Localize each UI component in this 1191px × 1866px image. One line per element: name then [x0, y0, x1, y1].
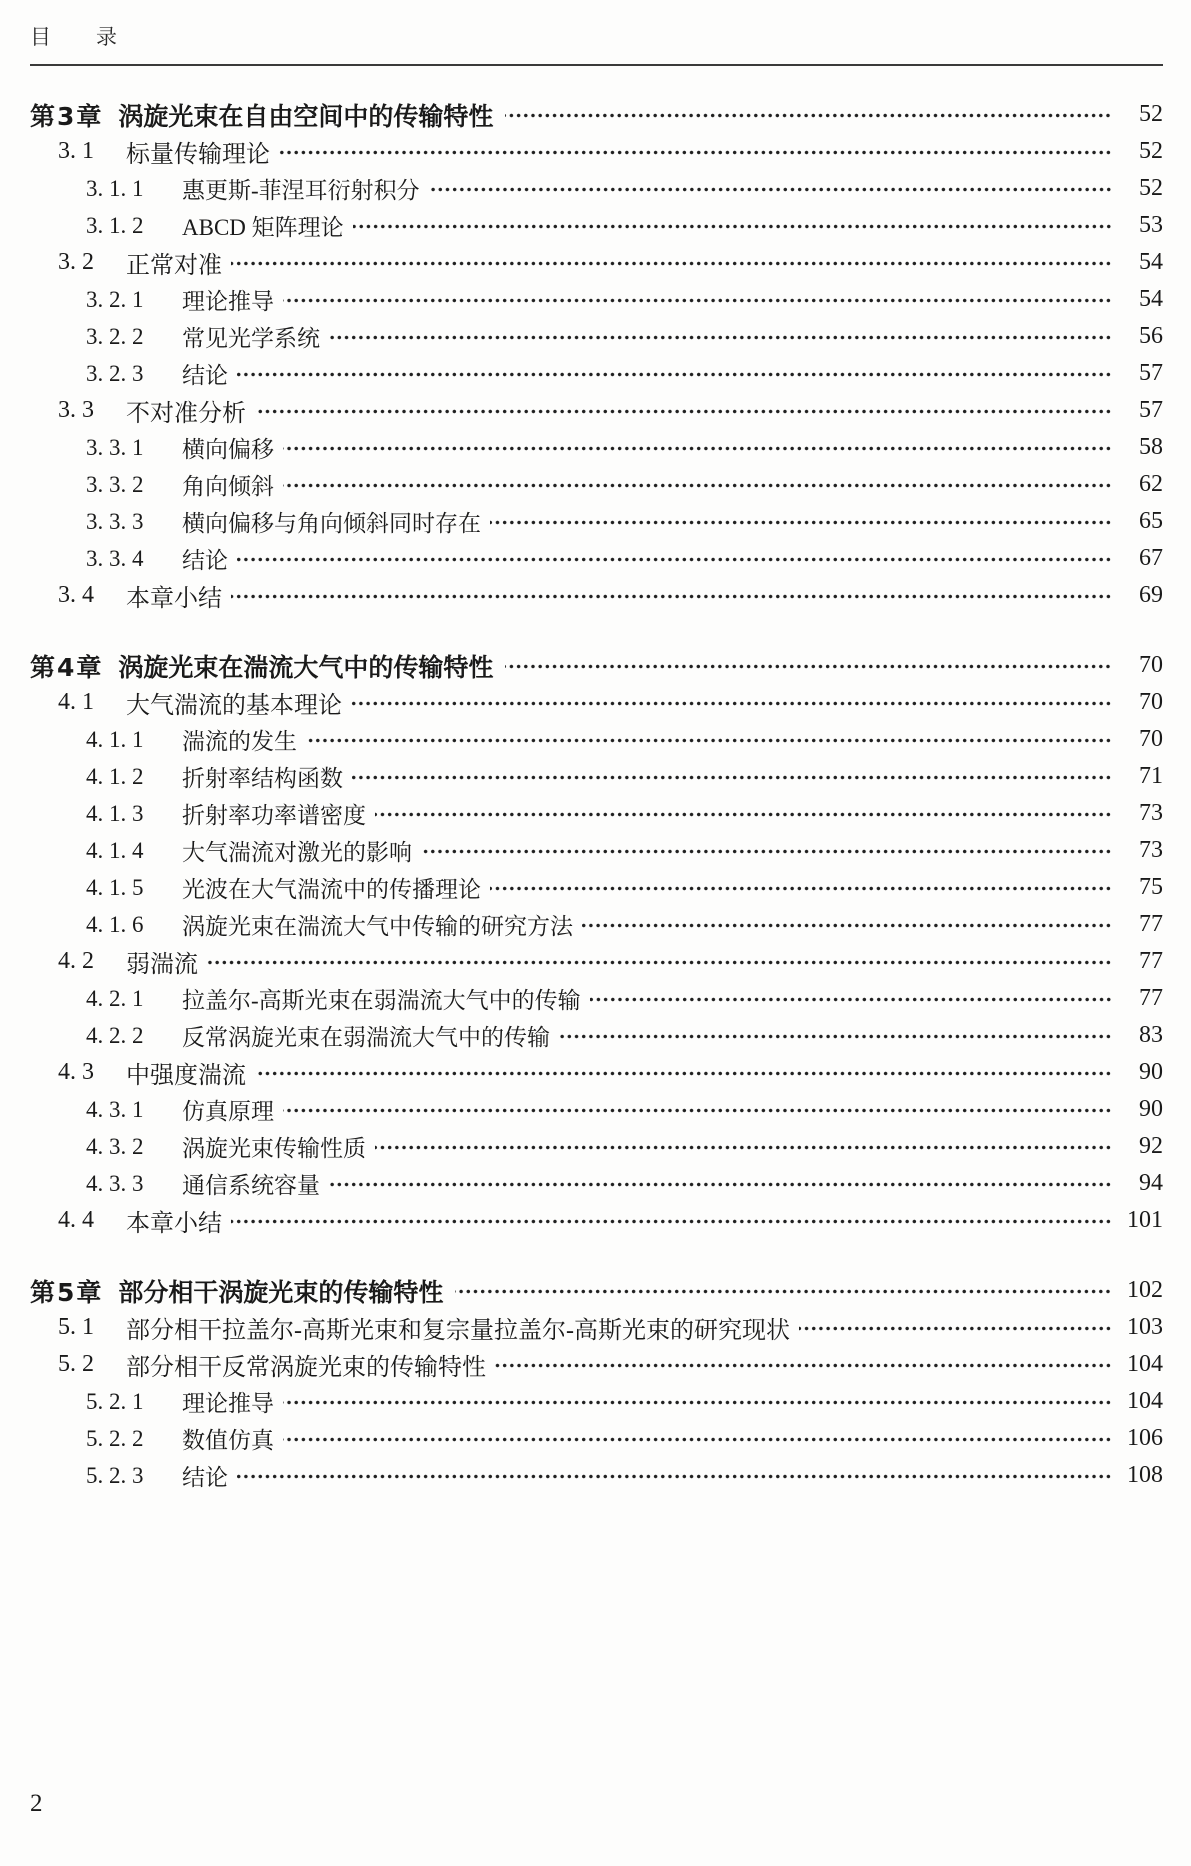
entry-title: 惠更斯-菲涅耳衍射积分: [182, 178, 420, 203]
toc-entry-row: [30, 1017, 1163, 1054]
entry-title: 角向倾斜: [182, 474, 274, 499]
dot-leader: [495, 1362, 1112, 1369]
dot-leader: [375, 1144, 1112, 1151]
entry-number: 3. 2. 3: [86, 360, 144, 386]
dot-leader: [283, 445, 1112, 452]
entry-page-number: 53: [1139, 212, 1163, 238]
toc-entry-row: [30, 869, 1163, 906]
entry-page-number: 52: [1139, 175, 1163, 201]
toc-entry-row: [30, 392, 1163, 429]
entry-page-number: 62: [1139, 471, 1163, 497]
entry-page-number: 70: [1139, 652, 1163, 678]
dot-leader: [429, 186, 1112, 193]
dot-leader: [255, 1070, 1112, 1077]
toc-entry-row: [30, 318, 1163, 355]
dot-leader: [352, 774, 1112, 781]
entry-title: 湍流的发生: [182, 729, 297, 754]
entry-number: 3. 4: [58, 582, 94, 608]
dot-leader: [505, 663, 1112, 670]
entry-title: 大气湍流的基本理论: [126, 693, 342, 719]
entry-number: 第4章: [30, 652, 104, 682]
toc-entry-row: [30, 1128, 1163, 1165]
toc-entry-row: [30, 281, 1163, 318]
entry-page-number: 103: [1127, 1314, 1163, 1340]
dot-leader: [231, 1218, 1112, 1225]
toc-chapter-group: [30, 647, 1163, 1239]
entry-title: 结论: [182, 548, 228, 573]
entry-title: 结论: [182, 363, 228, 388]
dot-leader: [421, 848, 1112, 855]
toc-entry-row: [30, 429, 1163, 466]
entry-number: 3. 3: [58, 397, 94, 423]
entry-number: 4. 1. 6: [86, 911, 144, 937]
entry-page-number: 104: [1127, 1388, 1163, 1414]
entry-page-number: 56: [1139, 323, 1163, 349]
entry-title: 不对准分析: [126, 401, 246, 427]
entry-title: 部分相干涡旋光束的传输特性: [118, 1277, 444, 1307]
entry-number: 3. 2. 1: [86, 286, 144, 312]
entry-title: 拉盖尔-高斯光束在弱湍流大气中的传输: [182, 988, 581, 1013]
entry-number: 5. 2. 1: [86, 1388, 144, 1414]
toc-entry-row: [30, 244, 1163, 281]
entry-number: 3. 1: [58, 138, 94, 164]
entry-number: 4. 2. 2: [86, 1022, 144, 1048]
entry-number: 4. 3. 2: [86, 1133, 144, 1159]
dot-leader: [231, 260, 1112, 267]
dot-leader: [231, 593, 1112, 600]
entry-page-number: 90: [1139, 1059, 1163, 1085]
entry-title: 涡旋光束传输性质: [182, 1136, 366, 1161]
toc-entry-row: [30, 207, 1163, 244]
entry-page-number: 108: [1127, 1462, 1163, 1488]
dot-leader: [207, 959, 1112, 966]
entry-page-number: 83: [1139, 1022, 1163, 1048]
entry-page-number: 104: [1127, 1351, 1163, 1377]
entry-page-number: 77: [1139, 948, 1163, 974]
toc-entry-row: [30, 758, 1163, 795]
entry-title: 本章小结: [126, 586, 222, 612]
dot-leader: [490, 885, 1112, 892]
entry-title: 部分相干拉盖尔-高斯光束和复宗量拉盖尔-高斯光束的研究现状: [126, 1318, 790, 1344]
dot-leader: [353, 223, 1112, 230]
entry-title: 标量传输理论: [126, 142, 270, 168]
dot-leader: [283, 297, 1112, 304]
entry-page-number: 58: [1139, 434, 1163, 460]
entry-page-number: 90: [1139, 1096, 1163, 1122]
dot-leader: [375, 811, 1112, 818]
toc-entry-row: [30, 1457, 1163, 1494]
toc-entry-row: [30, 795, 1163, 832]
entry-number: 4. 1: [58, 689, 94, 715]
toc-entry-row: [30, 1420, 1163, 1457]
entry-page-number: 54: [1139, 249, 1163, 275]
toc-entry-row: [30, 684, 1163, 721]
toc-entry-row: [30, 466, 1163, 503]
dot-leader: [455, 1288, 1112, 1295]
entry-page-number: 101: [1127, 1207, 1163, 1233]
dot-leader: [351, 700, 1112, 707]
toc-entry-row: [30, 943, 1163, 980]
header-rule: [30, 64, 1163, 66]
entry-number: 第3章: [30, 101, 104, 131]
dot-leader: [283, 1107, 1112, 1114]
entry-number: 4. 1. 3: [86, 800, 144, 826]
entry-title: ABCD 矩阵理论: [182, 215, 344, 240]
entry-title: 理论推导: [182, 289, 274, 314]
entry-title: 通信系统容量: [182, 1173, 320, 1198]
dot-leader: [799, 1325, 1112, 1332]
toc-entry-row: [30, 133, 1163, 170]
entry-title: 弱湍流: [126, 952, 198, 978]
entry-number: 3. 3. 4: [86, 545, 144, 571]
entry-number: 4. 1. 4: [86, 837, 144, 863]
dot-leader: [590, 996, 1112, 1003]
entry-title: 横向偏移: [182, 437, 274, 462]
entry-title: 正常对准: [126, 253, 222, 279]
page-header: [30, 22, 1163, 66]
entry-number: 4. 1. 5: [86, 874, 144, 900]
dot-leader: [559, 1033, 1112, 1040]
entry-number: 3. 2. 2: [86, 323, 144, 349]
dot-leader: [505, 112, 1112, 119]
entry-title: 折射率功率谱密度: [182, 803, 366, 828]
entry-title: 涡旋光束在自由空间中的传输特性: [118, 101, 494, 131]
dot-leader: [329, 1181, 1112, 1188]
entry-number: 3. 1. 2: [86, 212, 144, 238]
toc-entry-row: [30, 540, 1163, 577]
entry-title: 中强度湍流: [126, 1063, 246, 1089]
entry-number: 3. 3. 1: [86, 434, 144, 460]
entry-page-number: 70: [1139, 689, 1163, 715]
entry-number: 5. 2: [58, 1351, 94, 1377]
footer-page-number: 2: [30, 1790, 43, 1817]
entry-page-number: 65: [1139, 508, 1163, 534]
toc-chapter-row: [30, 1272, 1163, 1309]
dot-leader: [237, 556, 1112, 563]
entry-page-number: 52: [1139, 101, 1163, 127]
entry-page-number: 77: [1139, 985, 1163, 1011]
entry-title: 部分相干反常涡旋光束的传输特性: [126, 1355, 486, 1381]
dot-leader: [283, 1399, 1112, 1406]
entry-page-number: 69: [1139, 582, 1163, 608]
entry-page-number: 52: [1139, 138, 1163, 164]
entry-title: 仿真原理: [182, 1099, 274, 1124]
entry-title: 理论推导: [182, 1391, 274, 1416]
toc-entry-row: [30, 1202, 1163, 1239]
entry-number: 3. 2: [58, 249, 94, 275]
toc-header-title: 目 录: [30, 25, 118, 49]
entry-title: 数值仿真: [182, 1428, 274, 1453]
toc-chapter-row: [30, 647, 1163, 684]
toc-chapter-group: [30, 96, 1163, 614]
toc-entry-row: [30, 355, 1163, 392]
entry-page-number: 71: [1139, 763, 1163, 789]
dot-leader: [329, 334, 1112, 341]
entry-page-number: 67: [1139, 545, 1163, 571]
toc-entry-row: [30, 1383, 1163, 1420]
entry-page-number: 92: [1139, 1133, 1163, 1159]
dot-leader: [283, 482, 1112, 489]
entry-page-number: 73: [1139, 800, 1163, 826]
entry-page-number: 54: [1139, 286, 1163, 312]
toc-list: [30, 96, 1163, 1494]
toc-chapter-group: [30, 1272, 1163, 1494]
toc-entry-row: [30, 577, 1163, 614]
dot-leader: [237, 371, 1112, 378]
entry-page-number: 106: [1127, 1425, 1163, 1451]
entry-page-number: 94: [1139, 1170, 1163, 1196]
toc-entry-row: [30, 1054, 1163, 1091]
dot-leader: [283, 1436, 1112, 1443]
toc-entry-row: [30, 1346, 1163, 1383]
entry-title: 折射率结构函数: [182, 766, 343, 791]
toc-entry-row: [30, 721, 1163, 758]
dot-leader: [279, 149, 1112, 156]
toc-entry-row: [30, 1165, 1163, 1202]
dot-leader: [237, 1473, 1112, 1480]
toc-entry-row: [30, 503, 1163, 540]
entry-title: 结论: [182, 1465, 228, 1490]
toc-entry-row: [30, 1091, 1163, 1128]
entry-page-number: 57: [1139, 397, 1163, 423]
entry-number: 4. 3: [58, 1059, 94, 1085]
entry-title: 大气湍流对激光的影响: [182, 840, 412, 865]
entry-number: 第5章: [30, 1277, 104, 1307]
dot-leader: [582, 922, 1112, 929]
dot-leader: [255, 408, 1112, 415]
entry-number: 5. 2. 2: [86, 1425, 144, 1451]
entry-number: 4. 4: [58, 1207, 94, 1233]
entry-number: 4. 2: [58, 948, 94, 974]
entry-title: 光波在大气湍流中的传播理论: [182, 877, 481, 902]
entry-number: 4. 3. 3: [86, 1170, 144, 1196]
entry-number: 4. 1. 1: [86, 726, 144, 752]
toc-entry-row: [30, 980, 1163, 1017]
entry-title: 反常涡旋光束在弱湍流大气中的传输: [182, 1025, 550, 1050]
entry-title: 本章小结: [126, 1211, 222, 1237]
entry-title: 横向偏移与角向倾斜同时存在: [182, 511, 481, 536]
entry-number: 3. 3. 2: [86, 471, 144, 497]
toc-chapter-row: [30, 96, 1163, 133]
entry-number: 4. 1. 2: [86, 763, 144, 789]
entry-title: 涡旋光束在湍流大气中的传输特性: [118, 652, 494, 682]
entry-page-number: 57: [1139, 360, 1163, 386]
entry-number: 4. 3. 1: [86, 1096, 144, 1122]
toc-entry-row: [30, 170, 1163, 207]
entry-page-number: 70: [1139, 726, 1163, 752]
dot-leader: [490, 519, 1112, 526]
toc-entry-row: [30, 832, 1163, 869]
toc-entry-row: [30, 1309, 1163, 1346]
entry-page-number: 75: [1139, 874, 1163, 900]
entry-page-number: 73: [1139, 837, 1163, 863]
entry-number: 3. 3. 3: [86, 508, 144, 534]
entry-number: 3. 1. 1: [86, 175, 144, 201]
toc-entry-row: [30, 906, 1163, 943]
entry-number: 4. 2. 1: [86, 985, 144, 1011]
entry-page-number: 77: [1139, 911, 1163, 937]
dot-leader: [306, 737, 1112, 744]
entry-number: 5. 1: [58, 1314, 94, 1340]
entry-title: 常见光学系统: [182, 326, 320, 351]
entry-title: 涡旋光束在湍流大气中传输的研究方法: [182, 914, 573, 939]
entry-page-number: 102: [1127, 1277, 1163, 1303]
entry-number: 5. 2. 3: [86, 1462, 144, 1488]
